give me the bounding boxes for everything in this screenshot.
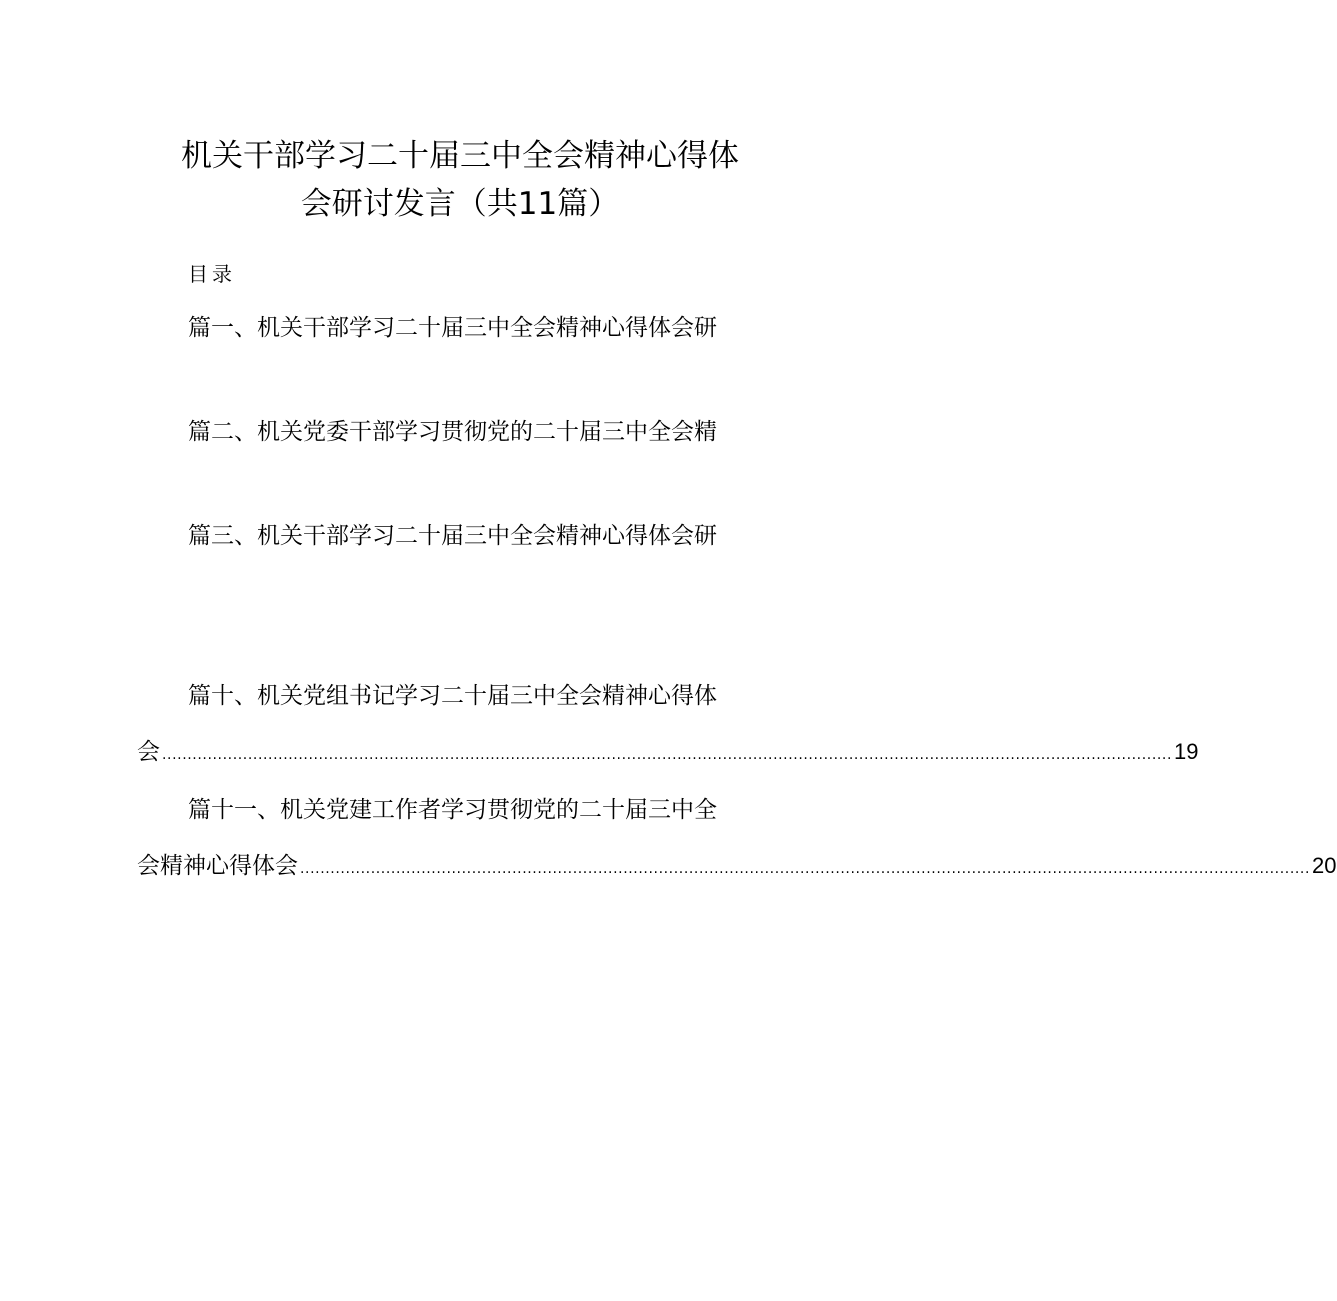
- toc-entry-11-continuation-text: 会精神心得体会: [137, 853, 298, 879]
- document-title-line-1: 机关干部学习二十届三中全会精神心得体: [181, 138, 739, 174]
- toc-entry-2[interactable]: 篇二、机关党委干部学习贯彻党的二十届三中全会精: [188, 419, 717, 445]
- toc-entry-11-continuation[interactable]: [137, 850, 1337, 885]
- toc-entry-10[interactable]: 篇十、机关党组书记学习二十届三中全会精神心得体: [188, 683, 717, 709]
- toc-entry-10-continuation[interactable]: [137, 736, 1199, 771]
- dot-leader: ........................................................................................................................................................................................................: [162, 747, 1173, 763]
- toc-entry-10-continuation-text: 会: [137, 739, 160, 765]
- toc-entry-3[interactable]: 篇三、机关干部学习二十届三中全会精神心得体会研: [188, 523, 717, 549]
- dot-leader: ........................................................................................................................................................................................................: [300, 861, 1311, 877]
- toc-entry-1[interactable]: 篇一、机关干部学习二十届三中全会精神心得体会研: [188, 315, 717, 341]
- toc-entry-10-page-number: 19: [1174, 739, 1199, 764]
- document-title-line-2: 会研讨发言（共11篇）: [300, 186, 620, 222]
- toc-entry-11[interactable]: 篇十一、机关党建工作者学习贯彻党的二十届三中全: [188, 797, 717, 823]
- toc-entry-11-page-number: 20: [1312, 853, 1337, 878]
- toc-heading: 目录: [188, 262, 236, 286]
